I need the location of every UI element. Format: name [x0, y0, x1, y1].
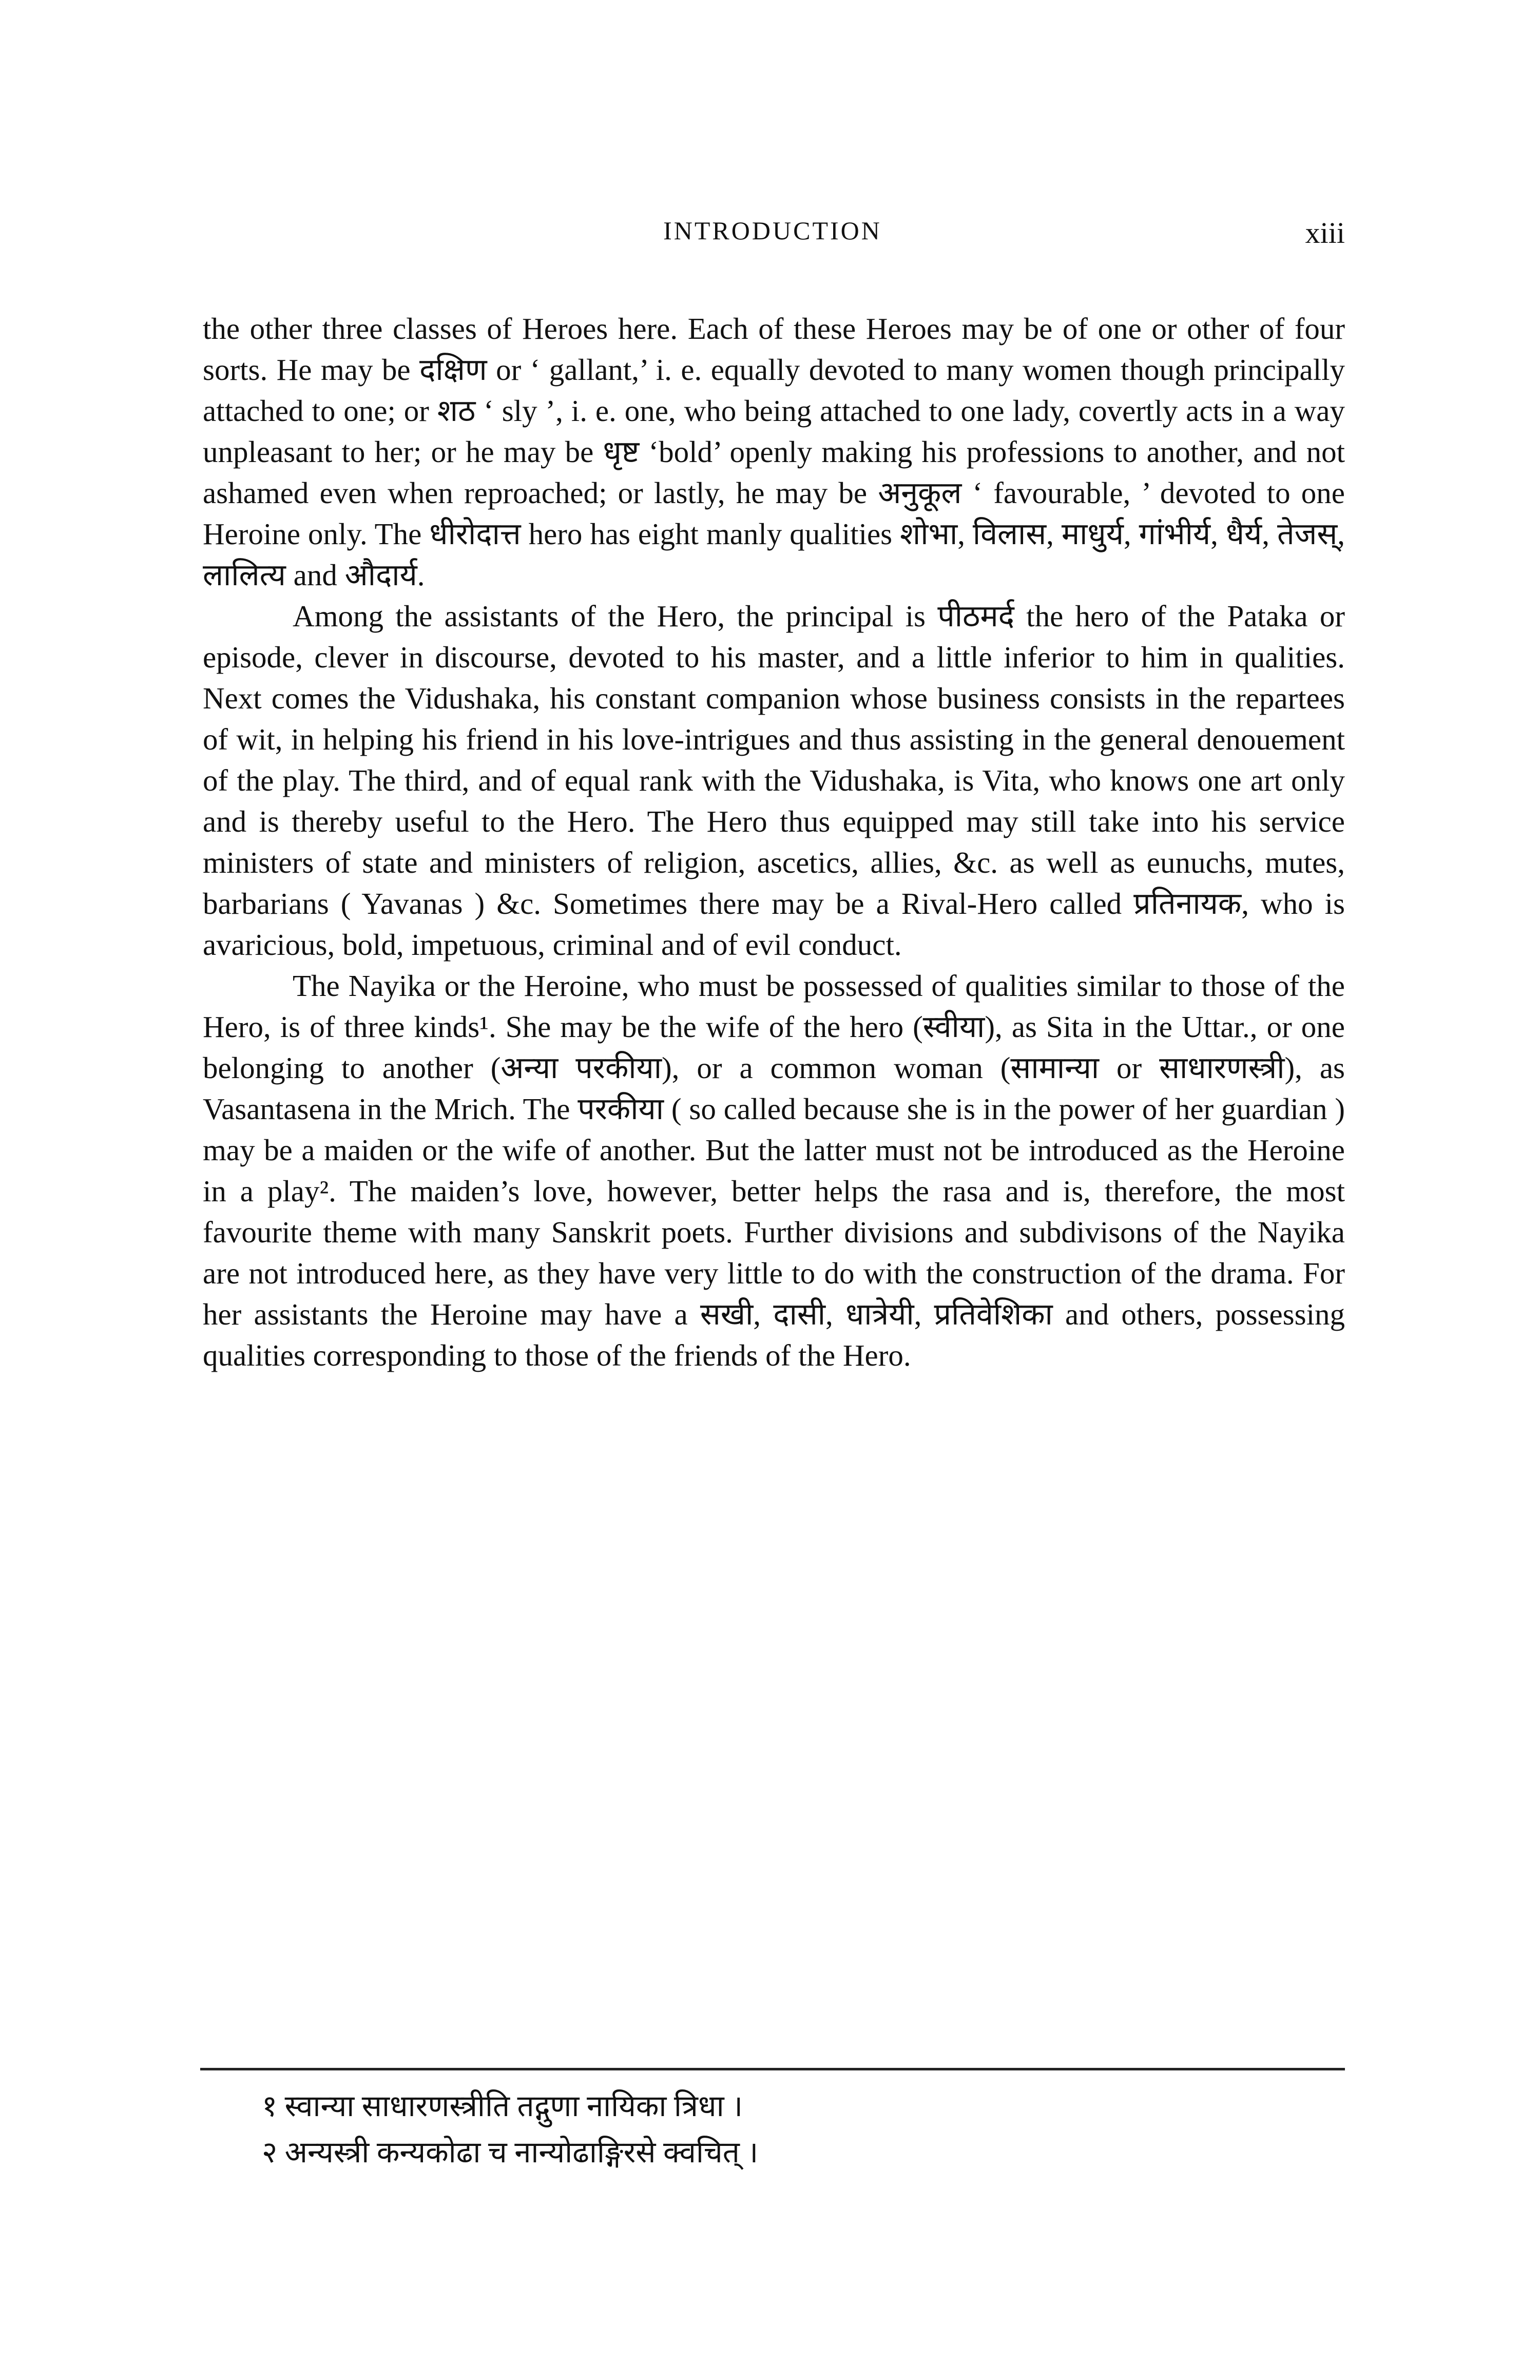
footnote-1: १ स्वान्या साधारणस्त्रीति तद्गुणा नायिका त्रिधा ।	[262, 2089, 743, 2123]
footnote-2: २ अन्यस्त्री कन्यकोढा च नान्योढाङ्गिरसे क्वचित् ।	[262, 2136, 759, 2169]
paragraph-assistants: Among the assistants of the Hero, the principal is पीठमर्द the hero of the Pataka or episode, clever in discourse, devoted to his master, and a little inferior to him in qualities. Next comes the Vidushaka, his constant companion whose business consists in the repartees of wit, in helping his friend in his love-intrigues and thus assisting in the general denouement of the play. The third, and of equal rank with the Vidushaka, is Vita, who knows one art only and is thereby useful to the Hero. The Hero thus equipped may still take into his service ministers of state and ministers of religion, ascetics, allies, &c. as well as eunuchs, mutes, barbarians ( Yavanas ) &c. Sometimes there may be a Rival-Hero called प्रतिनायक, who is avaricious, bold, impetuous, criminal and of evil conduct.	[203, 599, 1345, 962]
page-header	[200, 216, 1345, 262]
paragraph-nayika: The Nayika or the Heroine, who must be possessed of qualities similar to those of the Hero, is of three kinds¹. She may be the wife of the hero (स्वीया), as Sita in the Uttar., or one belonging to another (अन्या परकीया), or a common woman (सामान्या or साधारणस्त्री), as Vasantasena in the Mrich. The परकीया ( so called because she is in the power of her guardian ) may be a maiden or the wife of another. But the latter must not be introduced as the Heroine in a play². The maiden’s love, however, better helps the rasa and is, therefore, the most favourite theme with many Sanskrit poets. Further divisions and subdivisons of the Nayika are not introduced here, as they have very little to do with the construction of the drama. For her assistants the Heroine may have a सखी, दासी, धात्रेयी, प्रतिवेशिका and others, possessing qualities corresponding to those of the friends of the Hero.	[203, 969, 1345, 1372]
paragraph-heroes: the other three classes of Heroes here. Each of these Heroes may be of one or other of four sorts. He may be दक्षिण or ‘ gallant,’ i. e. equally devoted to many women though principally attached to one; or शठ ‘ sly ’, i. e. one, who being attached to one lady, covertly acts in a way unpleasant to her; or he may be धृष्ट ‘bold’ openly making his professions to another, and not ashamed even when reproached; or lastly, he may be अनुकूल ‘ favourable, ’ devoted to one Heroine only. The धीरोदात्त hero has eight manly qualities शोभा, विलास, माधुर्य, गांभीर्य, धैर्य, तेजस्, लालित्य and औदार्य.	[203, 312, 1345, 592]
body-text	[203, 308, 1345, 1376]
running-title: INTRODUCTION	[663, 216, 882, 245]
page-number: xiii	[1305, 216, 1345, 249]
footnotes	[262, 2083, 1340, 2176]
footnote-divider	[200, 2068, 1345, 2070]
